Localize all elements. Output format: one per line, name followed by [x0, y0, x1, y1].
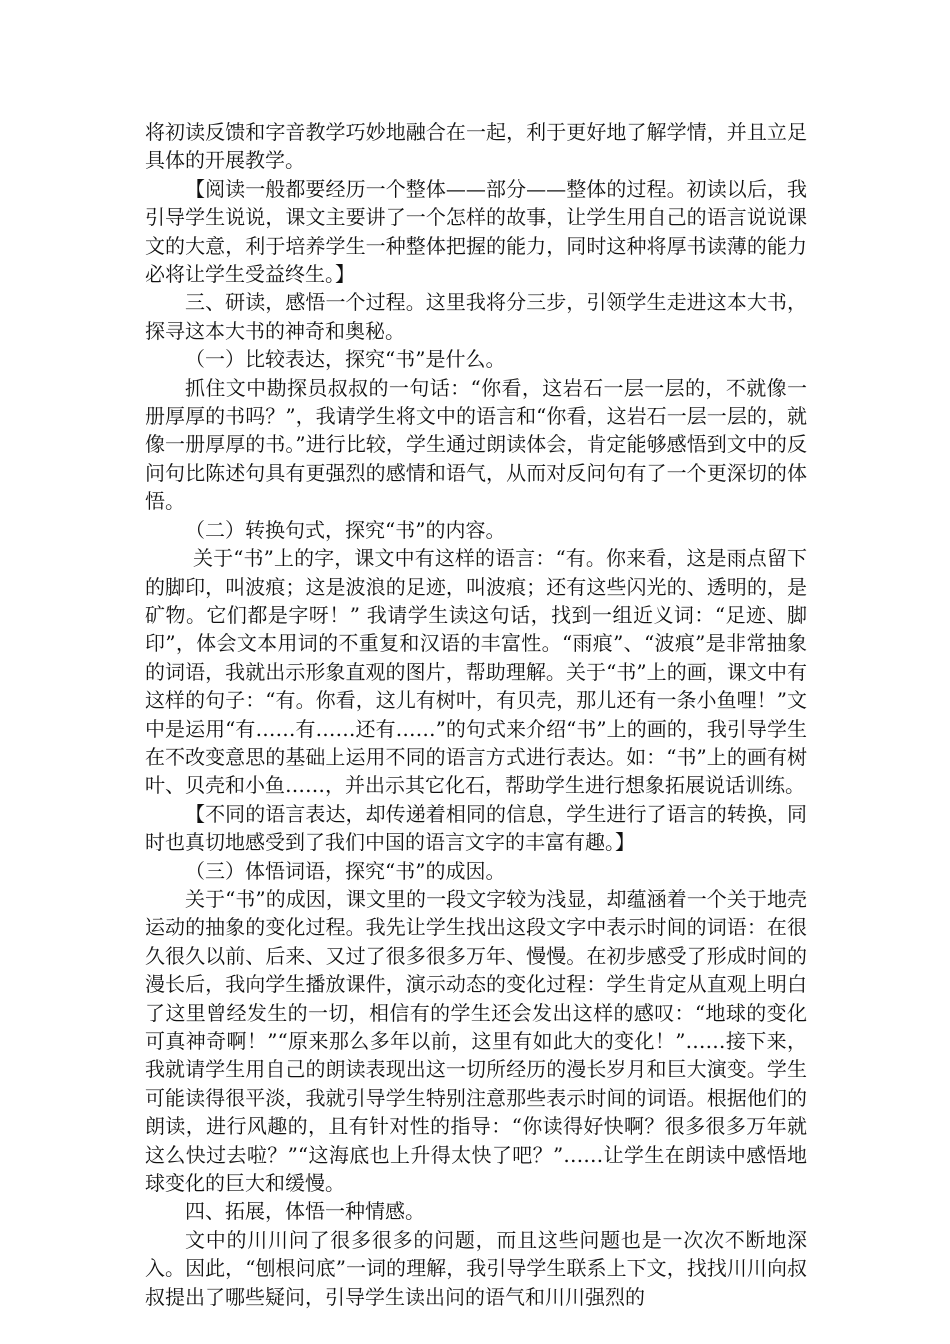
paragraph-12: 文中的川川问了很多很多的问题，而且这些问题也是一次次不断地深入。因此，“刨根问底”一词的理解，我引导学生联系上下文，找找川川向叔叔提出了哪些疑问，引导学生读出问的语气和川川强烈的	[145, 1227, 807, 1309]
paragraph-7: 关于“书”上的字，课文中有这样的语言：“有。你来看，这是雨点留下的脚印，叫波痕；这是波浪的足迹，叫波痕；还有这些闪光的、透明的，是矿物。它们都是字呀！” 我请学生读这句话，找到一组近义词：“足迹、脚印”，体会文本用词的不重复和汉语的丰富性。“雨痕”、“波痕”是非常抽象的词语，我就出示形象直观的图片，帮助理解。关于“书”上的画，课文中有这样的句子：“有。你看，这儿有树叶，有贝壳，那儿还有一条小鱼哩！”文中是运用“有……有……还有……”的句式来介绍“书”上的画的，我引导学生在不改变意思的基础上运用不同的语言方式进行表达。如：“书”上的画有树叶、贝壳和小鱼……，并出示其它化石，帮助学生进行想象拓展说话训练。	[145, 546, 807, 798]
section-heading-4: 四、拓展，体悟一种情感。	[185, 1199, 425, 1224]
subsection-heading-3: （三）体悟词语，探究“书”的成因。	[185, 858, 506, 883]
paragraph-1: 将初读反馈和字音教学巧妙地融合在一起，利于更好地了解学情，并且立足具体的开展教学。	[145, 120, 807, 173]
document-page	[145, 118, 807, 1311]
subsection-heading-2: （二）转换句式，探究“书”的内容。	[185, 517, 506, 542]
subsection-heading-1: （一）比较表达，探究“书”是什么。	[185, 347, 506, 372]
paragraph-5: 抓住文中勘探员叔叔的一句话：“你看，这岩石一层一层的，不就像一册厚厚的书吗？”，我请学生将文中的语言和“你看，这岩石一层一层的，就像一册厚厚的书。”进行比较，学生通过朗读体会，肯定能够感悟到文中的反问句比陈述句具有更强烈的感情和语气，从而对反问句有了一个更深切的体悟。	[145, 375, 807, 514]
section-heading-3: 三、研读，感悟一个过程。这里我将分三步，引领学生走进这本大书，探寻这本大书的神奇和奥秘。	[145, 290, 807, 343]
paragraph-2: 【阅读一般都要经历一个整体——部分——整体的过程。初读以后，我引导学生说说，课文主要讲了一个怎样的故事，让学生用自己的语言说说课文的大意，利于培养学生一种整体把握的能力，同时这种将厚书读薄的能力必将让学生受益终生。】	[145, 176, 807, 287]
paragraph-10: 关于“书”的成因，课文里的一段文字较为浅显，却蕴涵着一个关于地壳运动的抽象的变化过程。我先让学生找出这段文字中表示时间的词语：在很久很久以前、后来、又过了很多很多万年、慢慢。在初步感受了形成时间的漫长后，我向学生播放课件，演示动态的变化过程：学生肯定从直观上明白了这里曾经发生的一切，相信有的学生还会发出这样的感叹：“地球的变化可真神奇啊！”“原来那么多年以前，这里有如此大的变化！”……接下来，我就请学生用自己的朗读表现出这一切所经历的漫长岁月和巨大演变。学生可能读得很平淡，我就引导学生特别注意那些表示时间的词语。根据他们的朗读，进行风趣的，且有针对性的指导：“你读得好快啊？很多很多万年就这么快过去啦？”“这海底也上升得太快了吧？”……让学生在朗读中感悟地球变化的巨大和缓慢。	[145, 886, 807, 1196]
paragraph-8: 【不同的语言表达，却传递着相同的信息，学生进行了语言的转换，同时也真切地感受到了我们中国的语言文字的丰富有趣。】	[145, 801, 807, 855]
